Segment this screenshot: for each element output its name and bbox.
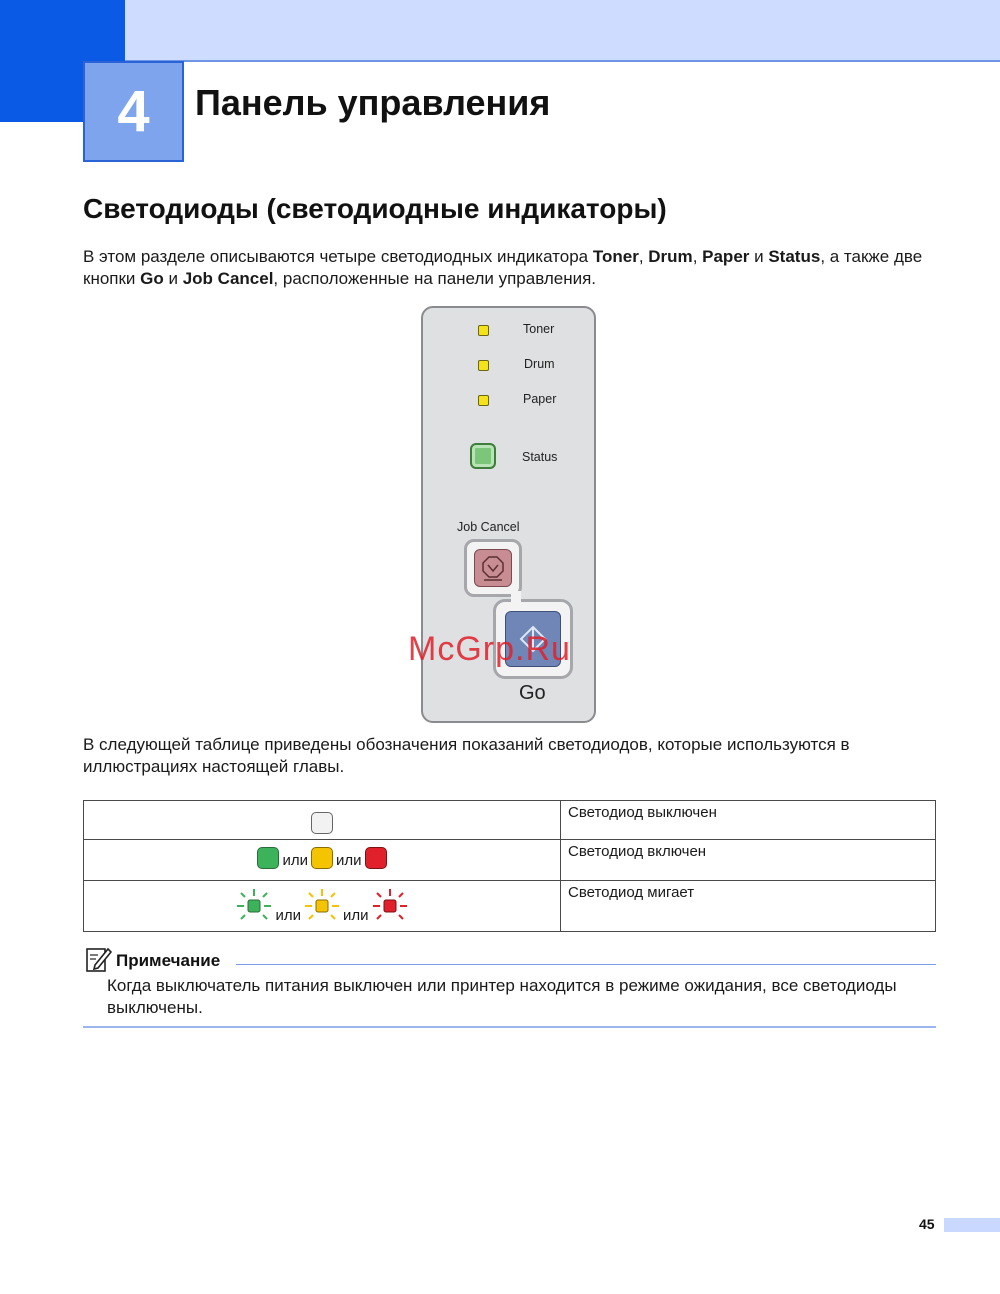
table-row [84,881,936,932]
led-yellow-blink-icon [304,888,340,924]
table-row [84,840,936,881]
toner-led [478,325,489,336]
section-title: Светодиоды (светодиодные индикаторы) [83,193,667,224]
page-number-bar [944,1218,1000,1232]
or-label: или [275,907,301,924]
symbol-cell [84,881,561,932]
led-red-blink-icon [372,888,408,924]
cancel-icon [481,555,505,581]
led-yellow-on-icon [311,847,333,869]
description-cell: Светодиод включен [561,840,936,881]
led-green-blink-icon [236,888,272,924]
button-connector [511,591,521,605]
table-row [84,801,936,840]
led-legend-table [83,800,936,932]
job-cancel-button-frame [464,539,522,597]
header-band-light [125,0,1000,62]
page-number: 45 [919,1216,935,1232]
led-off-icon [311,812,333,834]
note-bottom-rule [83,1026,936,1028]
drum-label: Drum [524,357,555,371]
or-label: или [282,852,308,869]
symbol-cell [84,840,561,881]
led-red-on-icon [365,847,387,869]
table-intro-paragraph: В следующей таблице приведены обозначения показаний светодиодов, которые используются в иллюстрациях настоящей главы. [83,735,850,776]
or-label: или [343,907,369,924]
or-label: или [336,852,362,869]
status-label: Status [522,450,558,464]
paper-led [478,395,489,406]
note-text: Когда выключатель питания выключен или принтер находится в режиме ожидания, все светодиоды выключены. [107,976,897,1017]
job-cancel-button [474,549,512,587]
chapter-number: 4 [83,61,184,162]
note-pencil-icon [84,945,112,973]
note-top-rule [236,964,936,965]
status-led [470,443,496,469]
intro-paragraph: В этом разделе описываются четыре светодиодных индикатора Toner, Drum, Paper и Status, а также две кнопки Go и Job Cancel, расположенные на панели управления. [83,247,923,288]
toner-label: Toner [523,322,555,336]
paper-label: Paper [523,392,557,406]
description-cell: Светодиод мигает [561,881,936,932]
job-cancel-label: Job Cancel [457,520,520,534]
chapter-title: Панель управления [195,82,551,123]
description-cell: Светодиод выключен [561,801,936,840]
symbol-cell [84,801,561,840]
drum-led [478,360,489,371]
note-title: Примечание [116,951,221,970]
watermark: McGrp.Ru [408,630,571,668]
go-label: Go [519,682,546,704]
led-green-on-icon [257,847,279,869]
